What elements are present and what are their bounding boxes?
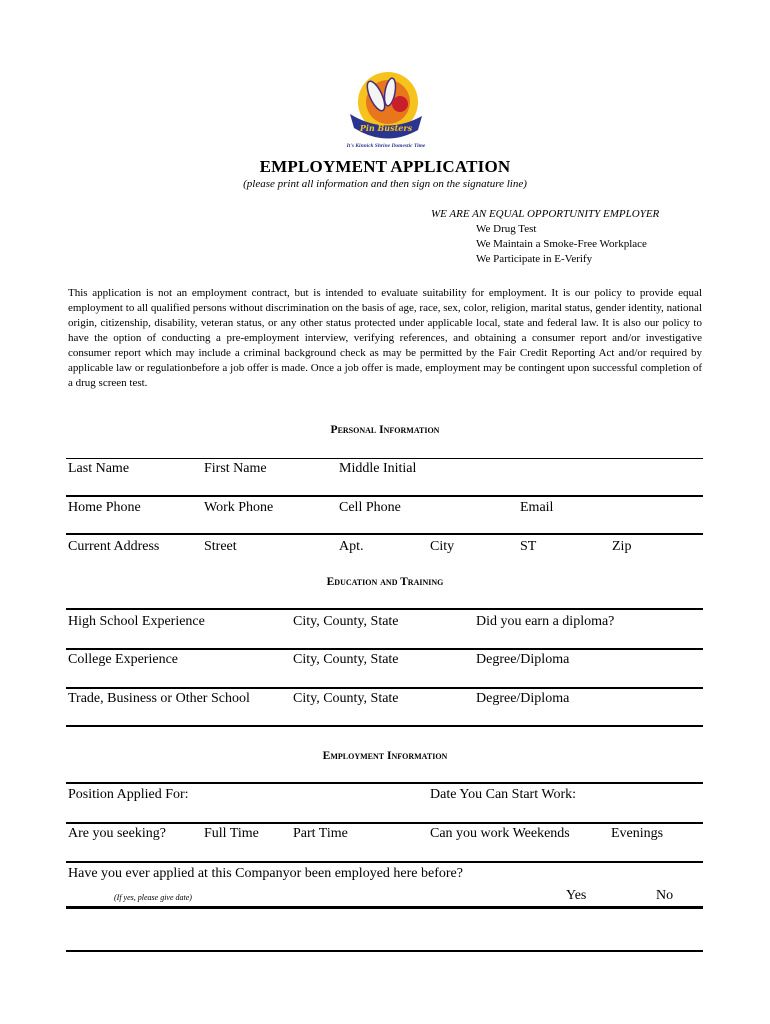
trade-school-degree-field[interactable]: Degree/Diploma	[476, 691, 570, 706]
college-location-field[interactable]: City, County, State	[293, 652, 399, 667]
trade-school-field[interactable]: Trade, Business or Other School	[68, 691, 250, 706]
logo-tagline: It's Kinnick Shrine Domestic Time	[346, 143, 426, 149]
divider	[66, 608, 703, 610]
applied-before-question: Have you ever applied at this Companyor been employed here before?	[68, 866, 463, 881]
divider	[66, 782, 703, 784]
no-option[interactable]: No	[656, 888, 674, 903]
divider	[66, 458, 703, 459]
seeking-label: Are you seeking?	[68, 826, 166, 841]
home-phone-field[interactable]: Home Phone	[68, 500, 141, 515]
divider	[66, 687, 703, 689]
trade-school-location-field[interactable]: City, County, State	[293, 691, 399, 706]
page-title: EMPLOYMENT APPLICATION	[259, 157, 511, 176]
zip-field[interactable]: Zip	[612, 539, 632, 554]
divider	[66, 861, 703, 863]
street-field[interactable]: Street	[204, 539, 237, 554]
page-subtitle: (please print all information and then sign on the signature line)	[243, 178, 527, 190]
email-field[interactable]: Email	[520, 500, 554, 515]
state-field[interactable]: ST	[520, 539, 537, 554]
position-applied-field[interactable]: Position Applied For:	[68, 787, 189, 802]
section-heading-employment: Employment Information	[322, 750, 448, 762]
eeo-line-smoke-free: We Maintain a Smoke-Free Workplace	[476, 238, 647, 250]
start-date-field[interactable]: Date You Can Start Work:	[430, 787, 577, 802]
divider	[66, 725, 703, 727]
divider	[66, 533, 703, 535]
apt-field[interactable]: Apt.	[339, 539, 364, 554]
high-school-field[interactable]: High School Experience	[68, 614, 205, 629]
section-heading-personal: Personal Information	[330, 424, 440, 436]
current-address-label: Current Address	[68, 539, 160, 554]
diploma-question-field[interactable]: Did you earn a diploma?	[476, 614, 615, 629]
if-yes-note: (If yes, please give date)	[114, 893, 192, 902]
divider	[66, 495, 703, 497]
svg-text:Pin Busters: Pin Busters	[359, 123, 413, 133]
college-field[interactable]: College Experience	[68, 652, 179, 667]
weekends-option[interactable]: Can you work Weekends	[430, 826, 570, 841]
full-time-option[interactable]: Full Time	[204, 826, 259, 841]
divider	[66, 906, 703, 909]
eeo-statement: WE ARE AN EQUAL OPPORTUNITY EMPLOYER	[431, 208, 660, 220]
first-name-field[interactable]: First Name	[204, 461, 267, 476]
divider	[66, 822, 703, 824]
city-field[interactable]: City	[430, 539, 455, 554]
eeo-line-drug-test: We Drug Test	[476, 223, 537, 235]
last-name-field[interactable]: Last Name	[68, 461, 130, 476]
high-school-location-field[interactable]: City, County, State	[293, 614, 399, 629]
eeo-line-e-verify: We Participate in E-Verify	[476, 253, 593, 265]
applied-date-line[interactable]	[66, 950, 703, 952]
part-time-option[interactable]: Part Time	[293, 826, 348, 841]
yes-option[interactable]: Yes	[566, 888, 587, 903]
middle-initial-field[interactable]: Middle Initial	[339, 461, 417, 476]
college-degree-field[interactable]: Degree/Diploma	[476, 652, 570, 667]
work-phone-field[interactable]: Work Phone	[204, 500, 274, 515]
divider	[66, 648, 703, 650]
evenings-option[interactable]: Evenings	[611, 826, 664, 841]
cell-phone-field[interactable]: Cell Phone	[339, 500, 401, 515]
disclaimer-paragraph: This application is not an employment contract, but is intended to evaluate suitability for employment. It is our policy to provide equal employment to all qualified persons without discrimination on the basis of age, race, sex, color, religion, marital status, gender identity, national origin, citizenship, disability, veteran status, or any other status protected under applicable local, state and federal law. It is also our policy to have the option of conducting a pre-employment interview, verifying references, and obtaining a consumer report and/or investigative consumer report which may include a criminal background check as may be permitted by the Fair Credit Reporting Act and/or required by applicable law or regulationbefore a job offer is made. Once a job offer is made, employment may be contingent upon successful completion of a drug screen test.	[68, 287, 702, 389]
section-heading-education: Education and Training	[326, 576, 444, 588]
